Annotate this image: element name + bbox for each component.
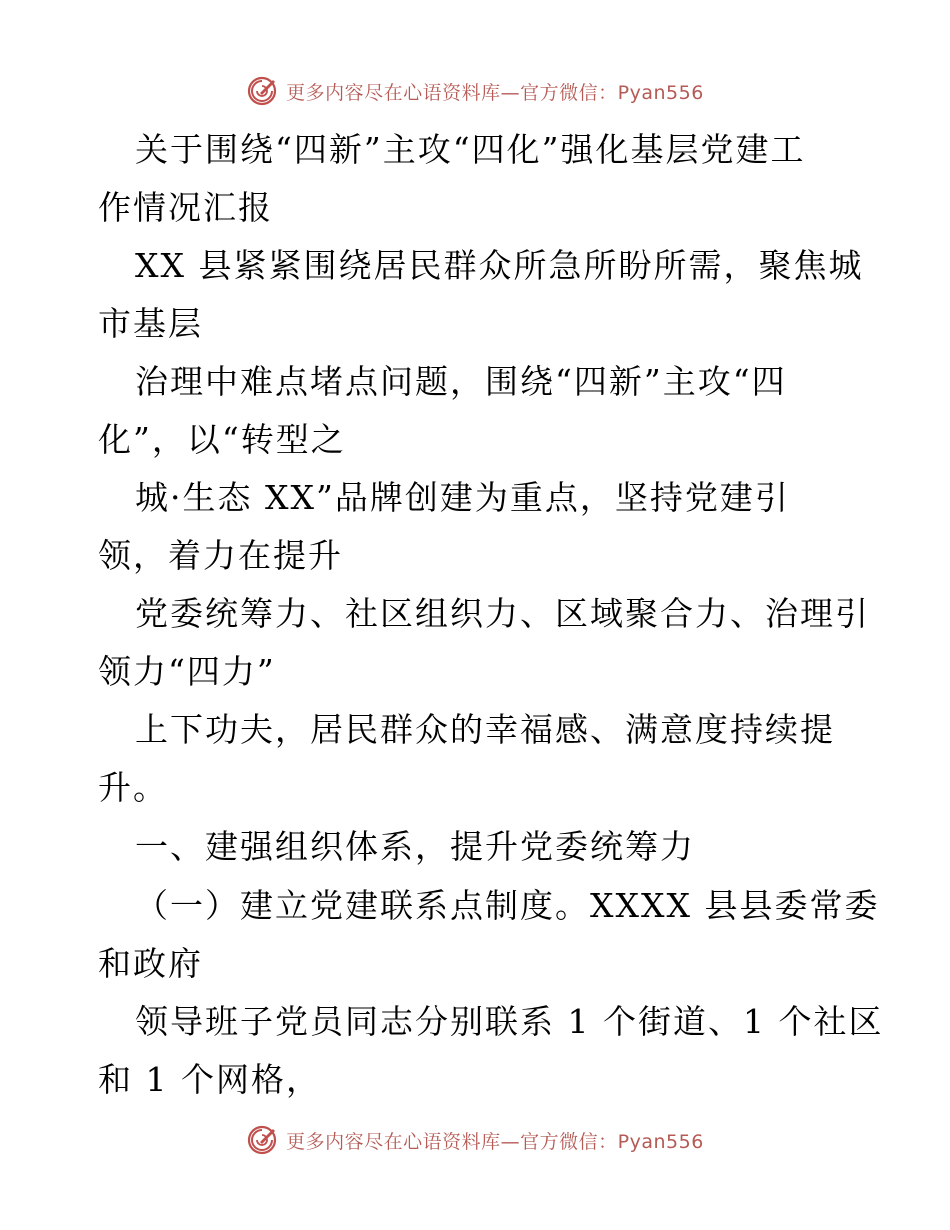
section-heading: 一、建强组织体系，提升党委统筹力 [135, 827, 695, 866]
footer-banner [0, 1120, 950, 1160]
paragraph-line: 党委统筹力、社区组织力、区域聚合力、治理引 [135, 594, 870, 633]
paragraph-line: 市基层 [98, 304, 203, 343]
footer-banner-text: 更多内容尽在心语资料库—官方微信：Pyan556 [286, 1130, 704, 1153]
paragraph-line: 领导班子党员同志分别联系 1 个街道、1 个社区 [135, 1002, 884, 1041]
paragraph-line: 城·生态 XX”品牌创建为重点，坚持党建引 [135, 478, 790, 517]
paragraph-line: 治理中难点堵点问题，围绕“四新”主攻“四 [135, 362, 787, 401]
title-line-2: 作情况汇报 [98, 188, 273, 227]
paragraph-line: 和 1 个网格， [98, 1060, 321, 1099]
paragraph-line: （一）建立党建联系点制度。XXXX 县县委常委 [135, 886, 880, 925]
paragraph-line: 化”，以“转型之 [98, 420, 346, 459]
paragraph-line: 领，着力在提升 [98, 536, 343, 575]
paragraph-line: 和政府 [98, 944, 203, 983]
spiral-pen-logo-icon [246, 1124, 278, 1156]
header-banner-text: 更多内容尽在心语资料库—官方微信：Pyan556 [286, 81, 704, 104]
paragraph-line: 升。 [98, 768, 168, 807]
paragraph-line: XX 县紧紧围绕居民群众所急所盼所需，聚焦城 [135, 246, 864, 285]
title-line-1: 关于围绕“四新”主攻“四化”强化基层党建工 [135, 130, 806, 169]
paragraph-line: 领力“四力” [98, 652, 276, 691]
paragraph-line: 上下功夫，居民群众的幸福感、满意度持续提 [135, 710, 835, 749]
header-banner [0, 71, 950, 111]
spiral-pen-logo-icon [246, 75, 278, 107]
